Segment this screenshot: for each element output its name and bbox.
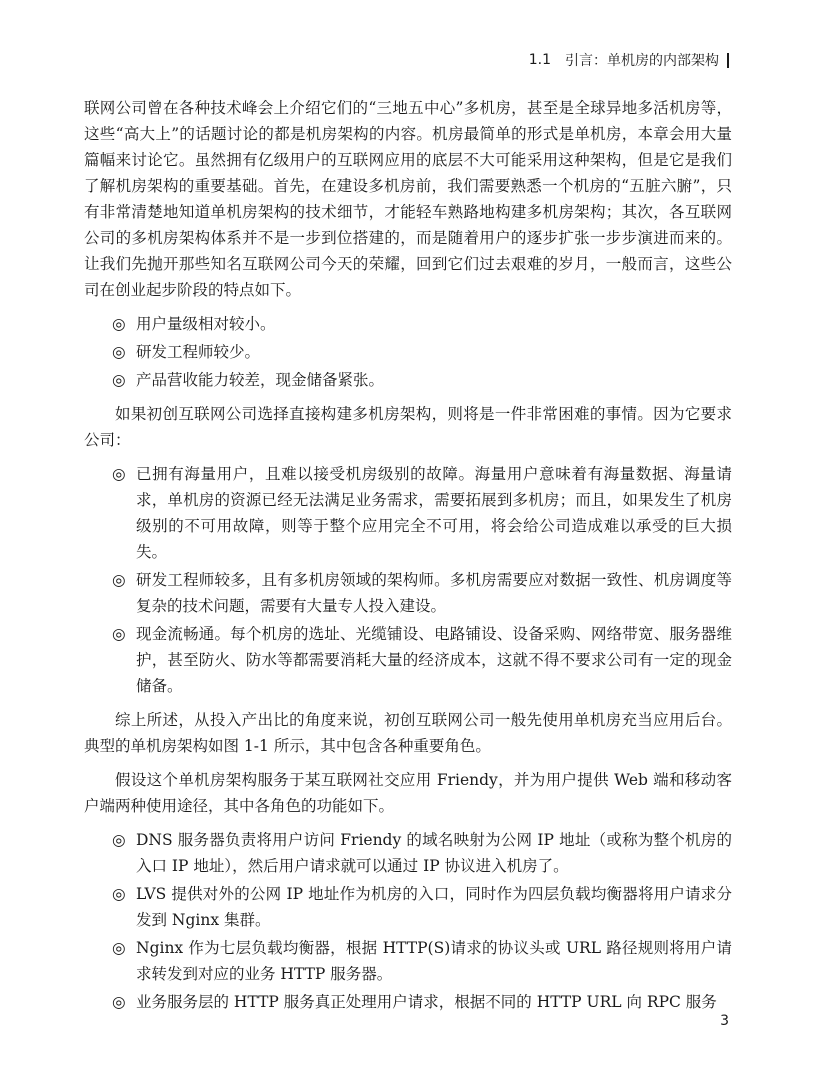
list-item <box>84 881 732 933</box>
list-item-text: 业务服务层的 HTTP 服务真正处理用户请求，根据不同的 HTTP URL 向 RPC 服务 <box>136 993 717 1011</box>
list-item-text: 现金流畅通。每个机房的选址、光缆铺设、电路铺设、设备采购、网络带宽、服务器维护，甚至防火、防水等都需要消耗大量的经济成本，这就不得不要求公司有一定的现金储备。 <box>136 625 732 695</box>
list-item <box>84 827 732 879</box>
list-item-text: 研发工程师较多，且有多机房领域的架构师。多机房需要应对数据一致性、机房调度等复杂的技术问题，需要有大量专人投入建设。 <box>136 571 732 615</box>
list-item <box>84 935 732 987</box>
bullet-icon: ◎ <box>112 993 126 1011</box>
paragraph-intro: 联网公司曾在各种技术峰会上介绍它们的“三地五中心”多机房，甚至是全球异地多活机房等，这些“高大上”的话题讨论的都是机房架构的内容。机房最简单的形式是单机房，本章会用大量篇幅来讨论它。虽然拥有亿级用户的互联网应用的底层不大可能采用这种架构，但是它是我们了解机房架构的重要基础。首先，在建设多机房前，我们需要熟悉一个机房的“五脏六腑”，只有非常清楚地知道单机房架构的技术细节，才能轻车熟路地构建多机房架构；其次，各互联网公司的多机房架构体系并不是一步到位搭建的，而是随着用户的逐步扩张一步步演进而来的。让我们先抛开那些知名互联网公司今天的荣耀，回到它们过去艰难的岁月，一般而言，这些公司在创业起步阶段的特点如下。 <box>84 99 732 299</box>
list-item-text: 用户量级相对较小。 <box>136 315 276 333</box>
list-item <box>84 567 732 619</box>
startup-traits-list <box>84 311 732 393</box>
list-item <box>84 311 732 337</box>
bullet-icon: ◎ <box>112 831 126 849</box>
page-body <box>84 95 732 1023</box>
bullet-icon: ◎ <box>112 571 126 589</box>
list-item <box>84 339 732 365</box>
list-item-text: Nginx 作为七层负载均衡器，根据 HTTP(S)请求的协议头或 URL 路径规则将用户请求转发到对应的业务 HTTP 服务器。 <box>136 939 732 983</box>
running-header <box>529 50 729 70</box>
bullet-icon: ◎ <box>112 465 126 483</box>
bullet-icon: ◎ <box>112 939 126 957</box>
list-item <box>84 989 732 1015</box>
list-item-text: 研发工程师较少。 <box>136 343 261 361</box>
bullet-icon: ◎ <box>112 885 126 903</box>
list-item <box>84 621 732 699</box>
paragraph-summary: 综上所述，从投入产出比的角度来说，初创互联网公司一般先使用单机房充当应用后台。典型的单机房架构如图 1-1 所示，其中包含各种重要角色。 <box>84 711 732 755</box>
bullet-icon: ◎ <box>112 343 126 361</box>
roles-list <box>84 827 732 1015</box>
section-title: 引言：单机房的内部架构 <box>565 53 719 69</box>
list-item-text: DNS 服务器负责将用户访问 Friendy 的域名映射为公网 IP 地址（或称为整个机房的入口 IP 地址），然后用户请求就可以通过 IP 协议进入机房了。 <box>136 831 732 875</box>
list-item <box>84 367 732 393</box>
list-item-text: 已拥有海量用户，且难以接受机房级别的故障。海量用户意味着有海量数据、海量请求，单机房的资源已经无法满足业务需求，需要拓展到多机房；而且，如果发生了机房级别的不可用故障，则等于整个应用完全不可用，将会给公司造成难以承受的巨大损失。 <box>136 465 732 561</box>
bullet-icon: ◎ <box>112 625 126 643</box>
list-item-text: 产品营收能力较差，现金储备紧张。 <box>136 371 385 389</box>
bullet-icon: ◎ <box>112 371 126 389</box>
list-item-text: LVS 提供对外的公网 IP 地址作为机房的入口，同时作为四层负载均衡器将用户请求分发到 Nginx 集群。 <box>136 885 732 929</box>
list-item <box>84 461 732 565</box>
paragraph-requirements: 如果初创互联网公司选择直接构建多机房架构，则将是一件非常困难的事情。因为它要求公司： <box>84 405 732 449</box>
header-bar <box>727 53 729 68</box>
requirements-list <box>84 461 732 699</box>
section-number: 1.1 <box>528 52 551 68</box>
paragraph-friendy: 假设这个单机房架构服务于某互联网社交应用 Friendy，并为用户提供 Web 端和移动客户端两种使用途径，其中各角色的功能如下。 <box>84 771 732 815</box>
bullet-icon: ◎ <box>112 315 126 333</box>
page-number: 3 <box>720 1013 729 1029</box>
